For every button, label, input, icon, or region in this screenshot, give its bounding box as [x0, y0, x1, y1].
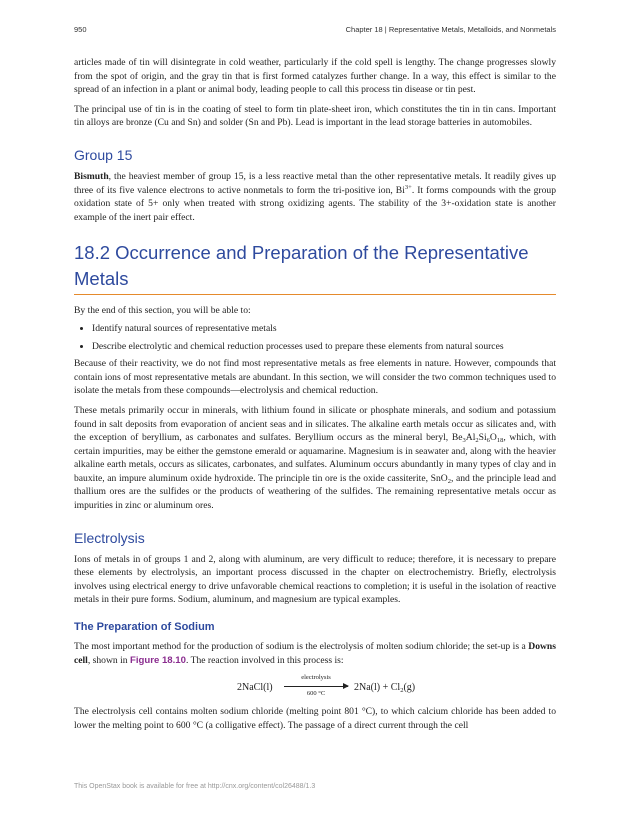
minerals-text: O	[489, 432, 497, 444]
subscript: 6	[486, 437, 490, 445]
term-downs-cell: Downs cell	[74, 641, 556, 666]
minerals-text: , and the principle lead and thallium ores are the sulfides or the products of weathering of the sulfides. The remaining representative metals occur as impurities in zinc or aluminum ores.	[74, 472, 556, 512]
paragraph-electrolysis-cell: The electrolysis cell contains molten sodium chloride (melting point 801 °C), to which calcium chloride has been added to lower the melting point to 600 °C (a colligative effect). The passage of a direct current through the cell	[74, 706, 556, 731]
objectives-list	[74, 322, 556, 353]
sodium-text: , shown in	[87, 654, 130, 666]
section-title: 18.2 Occurrence and Preparation of the Representative Metals	[74, 240, 556, 295]
paragraph-bismuth	[74, 170, 556, 224]
equation-reactants: 2NaCl(l)	[237, 682, 273, 694]
equation-condition-below: 600 °C	[306, 690, 326, 698]
bismuth-text-a: , the heaviest member of group 15, is a less reactive metal than the other representative metals. It readily gives up three of its five valence electrons to active nonmetals to form the tri-positive ion, Bi	[74, 170, 556, 196]
term-bismuth: Bismuth	[74, 170, 109, 182]
paragraph-minerals	[74, 404, 556, 513]
bismuth-charge: 3+	[404, 183, 412, 191]
sodium-text: . The reaction involved in this process is:	[185, 654, 344, 666]
heading-preparation-sodium: The Preparation of Sodium	[74, 621, 215, 634]
page-header	[74, 25, 556, 37]
minerals-text: Al	[465, 432, 476, 444]
subscript: 18	[496, 437, 504, 445]
reaction-arrow-icon	[284, 686, 348, 687]
products-text: 2Na(l) + Cl	[354, 682, 401, 694]
sodium-text: The most important method for the production of sodium is the electrolysis of molten sodium chloride; the set-up is a	[74, 641, 529, 653]
page-content	[74, 56, 556, 738]
subscript: 3	[462, 437, 466, 445]
equation-condition-above: electrolysis	[301, 674, 331, 682]
paragraph-electrolysis: Ions of metals in of groups 1 and 2, along with aluminum, are very difficult to reduce; therefore, it is necessary to prepare these elements by electrolysis, an important process discussed in the chapter on electrochemistry. Briefly, electrolysis involves using electrical energy to drive unfavorable chemical reactions to completion; it is useful in the isolation of reactive metals in their pure forms. Sodium, aluminum, and magnesium are typical examples.	[74, 553, 556, 606]
minerals-text: Si	[478, 432, 487, 444]
paragraph-tin-uses: The principal use of tin is in the coating of steel to form tin plate-sheet iron, which constitutes the tin in tin cans. Important tin alloys are bronze (Cu and Sn) and solder (Sn and Pb). Lead is important in the lead storage batteries in automobiles.	[74, 103, 556, 129]
chapter-title: Chapter 18 | Representative Metals, Metalloids, and Nonmetals	[345, 25, 556, 34]
equation-products	[354, 681, 415, 695]
paragraph-tin-pest: articles made of tin will disintegrate in cold weather, particularly if the cold spell is lengthy. The change progresses slowly from the spot of origin, and the gray tin that is first formed catalyzes further change. In a way, this effect is similar to the spread of an infection in a plant or animal body, leading people to call this process tin disease or tin pest.	[74, 57, 556, 96]
page-number: 950	[74, 25, 87, 34]
products-text: (g)	[403, 682, 416, 694]
bismuth-text-b: . It forms compounds with the group oxidation state of 5+ only when treated with strong oxidizing agents. The stability of the 3+-oxidation state is another example of the inert pair effect.	[74, 184, 557, 223]
subscript: 2	[400, 687, 404, 695]
page-footer: This OpenStax book is available for free at http://cnx.org/content/col26488/1.3	[74, 783, 316, 790]
paragraph-reactivity: Because of their reactivity, we do not find most representative metals as free elements in nature. However, compounds that contain ions of most representative metals are abundant. In this section, we will consider the two common techniques used to isolate the metals from these compounds—electrolysis and chemical reduction.	[74, 358, 556, 397]
chemical-equation	[74, 673, 556, 701]
subscript: 2	[475, 437, 479, 445]
paragraph-downs-cell	[74, 640, 556, 667]
subscript: 2	[447, 477, 451, 485]
minerals-text: These metals primarily occur in minerals, with lithium found in silicate or phosphate minerals, and sodium and potassium found in salt deposits from evaporation of ancient seas and in silicates. The alkaline earth metals occur as silicates and, with the exception of beryllium, as carbonates and sulfates. Beryllium occurs as the mineral beryl, Be	[74, 404, 556, 444]
figure-link[interactable]: Figure 18.10	[129, 654, 186, 666]
heading-electrolysis: Electrolysis	[74, 529, 145, 546]
heading-group-15: Group 15	[74, 146, 133, 163]
objectives-intro: By the end of this section, you will be able to:	[74, 305, 251, 317]
objective-item: • Identify natural sources of representative metals	[92, 322, 556, 336]
objective-item: • Describe electrolytic and chemical reduction processes used to prepare these elements from natural sources	[92, 340, 556, 354]
minerals-text: , which, with certain impurities, may be either the gemstone emerald or aquamarine. Magnesium is in seawater and, along with the heavier alkaline earth metals, occurs as silicates, carbonates, and sulfates. Aluminum occurs abundantly in many types of clay and in bauxite, an impure aluminum oxide hydroxide. The principle tin ore is the oxide cassiterite, SnO	[74, 432, 556, 484]
